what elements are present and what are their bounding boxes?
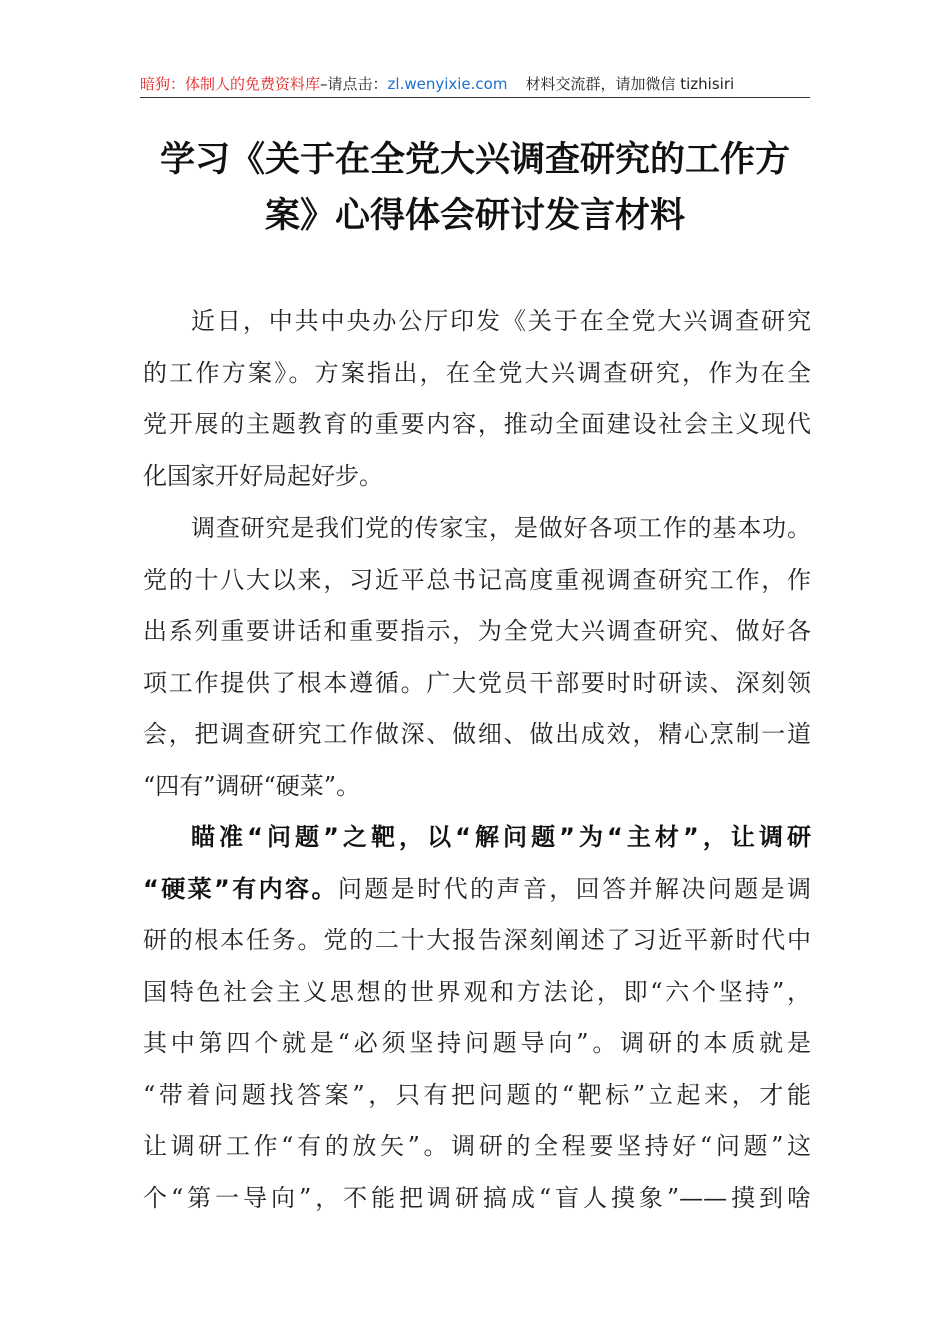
paragraph-line: 化国家开好局起好步。 — [143, 461, 383, 490]
title-line-1: 学习《关于在全党大兴调查研究的工作方 — [159, 140, 790, 180]
paragraph-line: 项工作提供了根本遵循。广大党员干部要时时研读、深刻领 — [143, 668, 811, 697]
paragraph-line: 个“第一导向”，不能把调研搞成“盲人摸象”——摸到啥 — [143, 1183, 811, 1212]
paragraph-1 — [143, 296, 811, 502]
paragraph-line: 出系列重要讲话和重要指示，为全党大兴调查研究、做好各 — [143, 617, 811, 645]
paragraph-line: 国特色社会主义思想的世界观和方法论，即“六个坚持”， — [143, 977, 811, 1006]
paragraph-line: “四有”调研“硬菜”。 — [143, 771, 361, 800]
header-contact: 材料交流群，请加微信 tizhisiri — [525, 75, 735, 93]
paragraph-line: 其中第四个就是“必须坚持问题导向”。调研的本质就是 — [143, 1029, 811, 1057]
paragraph-2 — [143, 503, 811, 812]
paragraph-line: 党的十八大以来，习近平总书记高度重视调查研究工作，作 — [143, 565, 811, 594]
section-heading-line-2: “硬菜”有内容。 — [143, 874, 338, 903]
title-line-2: 案》心得体会研讨发言材料 — [264, 196, 685, 236]
header-site-name: 暗狗：体制人的免费资料库 — [140, 75, 321, 93]
paragraph-line: 会，把调查研究工作做深、做细、做出成效，精心烹制一道 — [143, 720, 811, 748]
header-click-prompt: –请点击： — [320, 75, 388, 93]
paragraph-line — [143, 864, 811, 916]
header-divider — [140, 97, 810, 98]
paragraph-line: 党开展的主题教育的重要内容，推动全面建设社会主义现代 — [143, 410, 811, 438]
paragraph-line: 研的根本任务。党的二十大报告深刻阐述了习近平新时代中 — [143, 926, 811, 954]
document-title — [120, 132, 830, 244]
section-heading-line-1: 瞄准“问题”之靶，以“解问题”为“主材”，让调研 — [191, 823, 811, 851]
paragraph-line-rest: 问题是时代的声音，回答并解决问题是调 — [337, 874, 812, 903]
paragraph-line: 的工作方案》。方案指出，在全党大兴调查研究，作为在全 — [143, 358, 811, 387]
header-url-link[interactable]: zl.wenyixie.com — [387, 75, 508, 93]
paragraph-3 — [143, 812, 811, 1224]
paragraph-line: “带着问题找答案”，只有把问题的“靶标”立起来，才能 — [143, 1080, 811, 1109]
page-header — [140, 72, 810, 96]
paragraph-line: 让调研工作“有的放矢”。调研的全程要坚持好“问题”这 — [143, 1132, 811, 1160]
paragraph-line: 调查研究是我们党的传家宝，是做好各项工作的基本功。 — [191, 514, 811, 542]
paragraph-line: 近日，中共中央办公厅印发《关于在全党大兴调查研究 — [191, 307, 811, 335]
